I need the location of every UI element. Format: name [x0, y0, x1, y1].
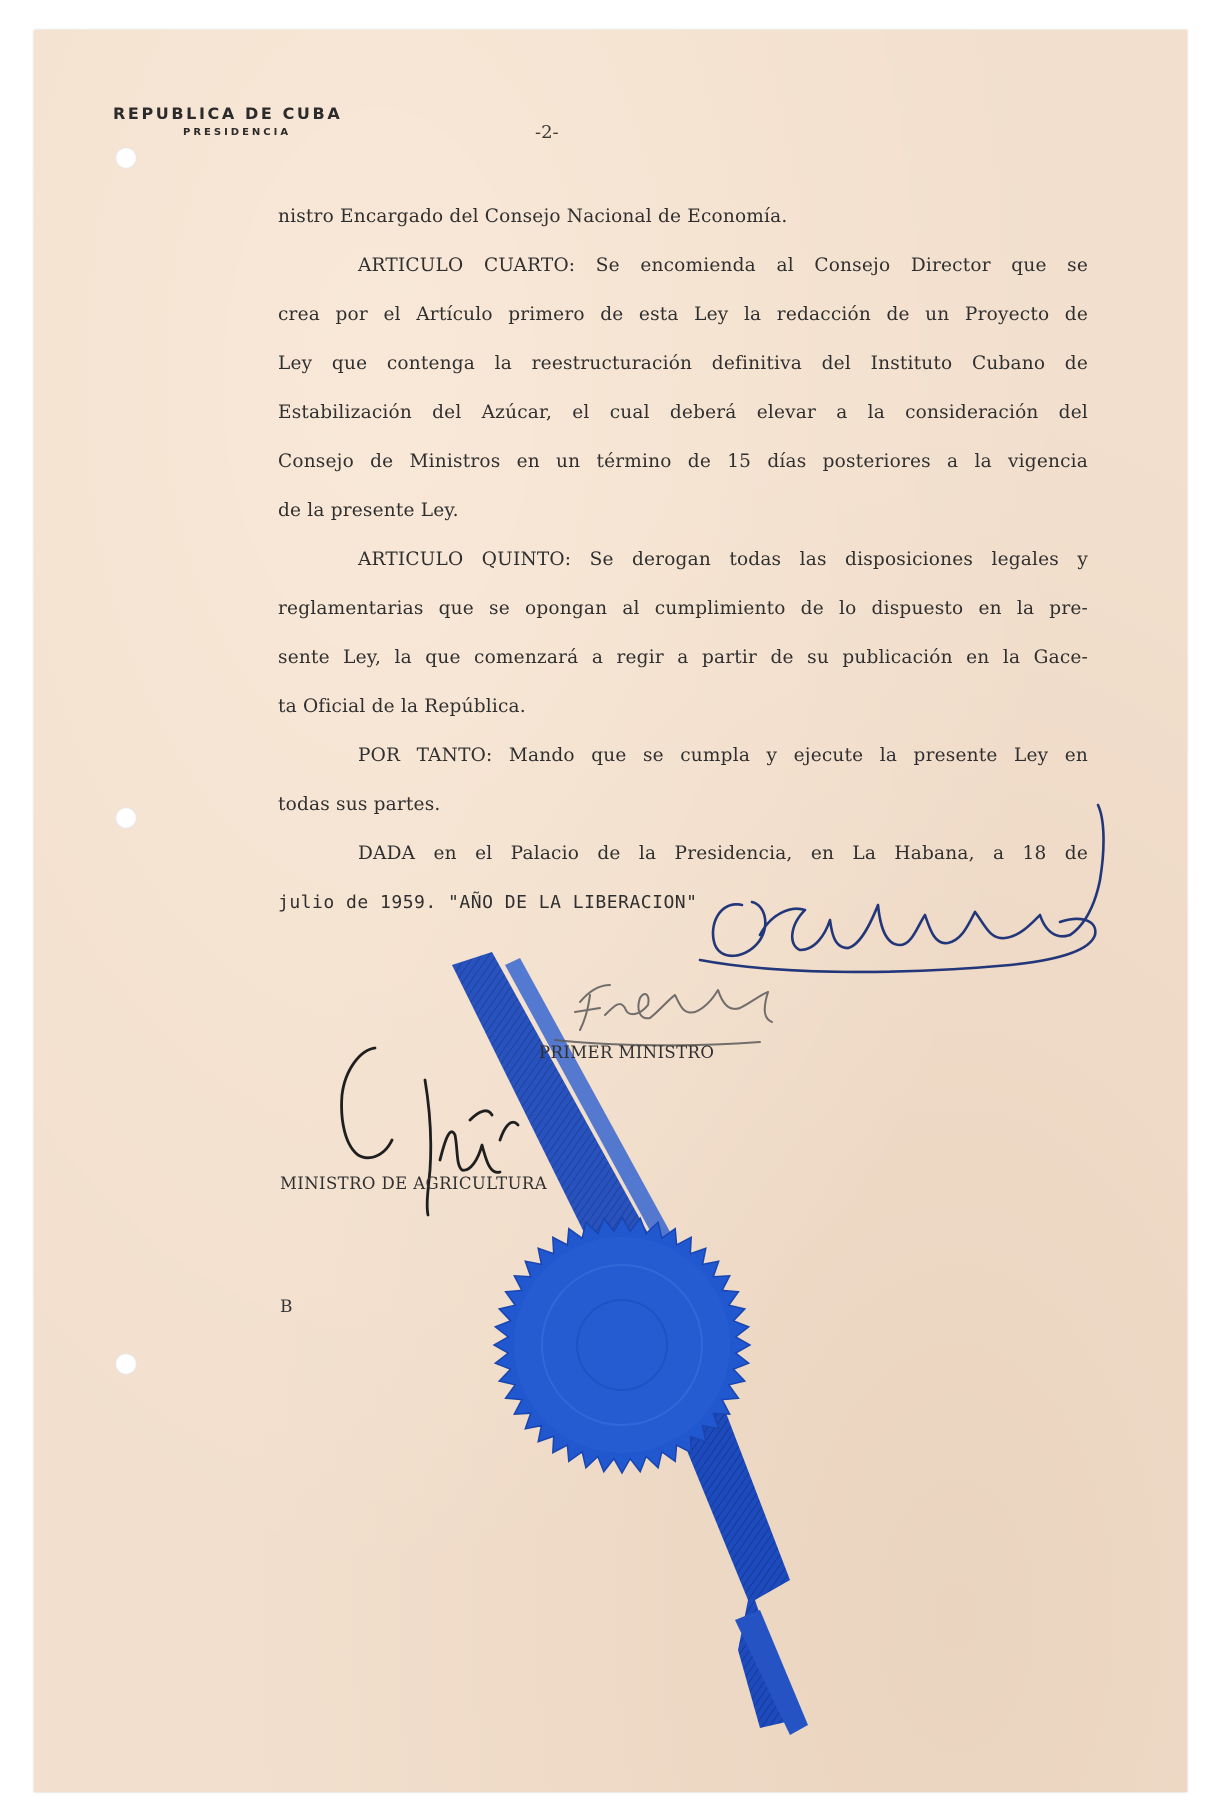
text-line: DADA en el Palacio de la Presidencia, en La Habana, a 18 de: [358, 843, 1088, 864]
typist-initial: B: [280, 1297, 293, 1317]
text-line: Consejo de Ministros en un término de 15 días posteriores a la vigencia: [278, 451, 1088, 472]
text-line: todas sus partes.: [278, 794, 441, 815]
letterhead-title: REPUBLICA DE CUBA: [113, 104, 343, 123]
text-line: ta Oficial de la República.: [278, 696, 526, 717]
text-line: crea por el Artículo primero de esta Ley la redacción de un Proyecto de: [278, 304, 1088, 325]
page-number: -2-: [535, 122, 559, 143]
text-line: ARTICULO CUARTO: Se encomienda al Consejo Director que se: [358, 255, 1088, 276]
text-line: de la presente Ley.: [278, 500, 459, 521]
fidel-castro-signature: [555, 985, 772, 1045]
letterhead-subtitle: PRESIDENCIA: [183, 127, 292, 138]
text-line: ARTICULO QUINTO: Se derogan todas las disposiciones legales y: [358, 549, 1088, 570]
prime-minister-title: PRIMER MINISTRO: [539, 1043, 715, 1062]
text-line: POR TANTO: Mando que se cumpla y ejecute la presente Ley en: [358, 745, 1088, 766]
text-line: Estabilización del Azúcar, el cual deberá elevar a la consideración del: [278, 402, 1088, 423]
text-line: Ley que contenga la reestructuración definitiva del Instituto Cubano de: [278, 353, 1088, 374]
text-line: reglamentarias que se opongan al cumplimiento de lo dispuesto en la pre-: [278, 598, 1088, 619]
text-line: nistro Encargado del Consejo Nacional de Economía.: [278, 206, 788, 227]
agriculture-minister-title: MINISTRO DE AGRICULTURA: [280, 1174, 548, 1193]
text-line: sente Ley, la que comenzará a regir a partir de su publicación en la Gace-: [278, 647, 1088, 668]
text-line: julio de 1959. "AÑO DE LA LIBERACION": [278, 892, 698, 913]
dorticos-signature: [700, 805, 1104, 972]
